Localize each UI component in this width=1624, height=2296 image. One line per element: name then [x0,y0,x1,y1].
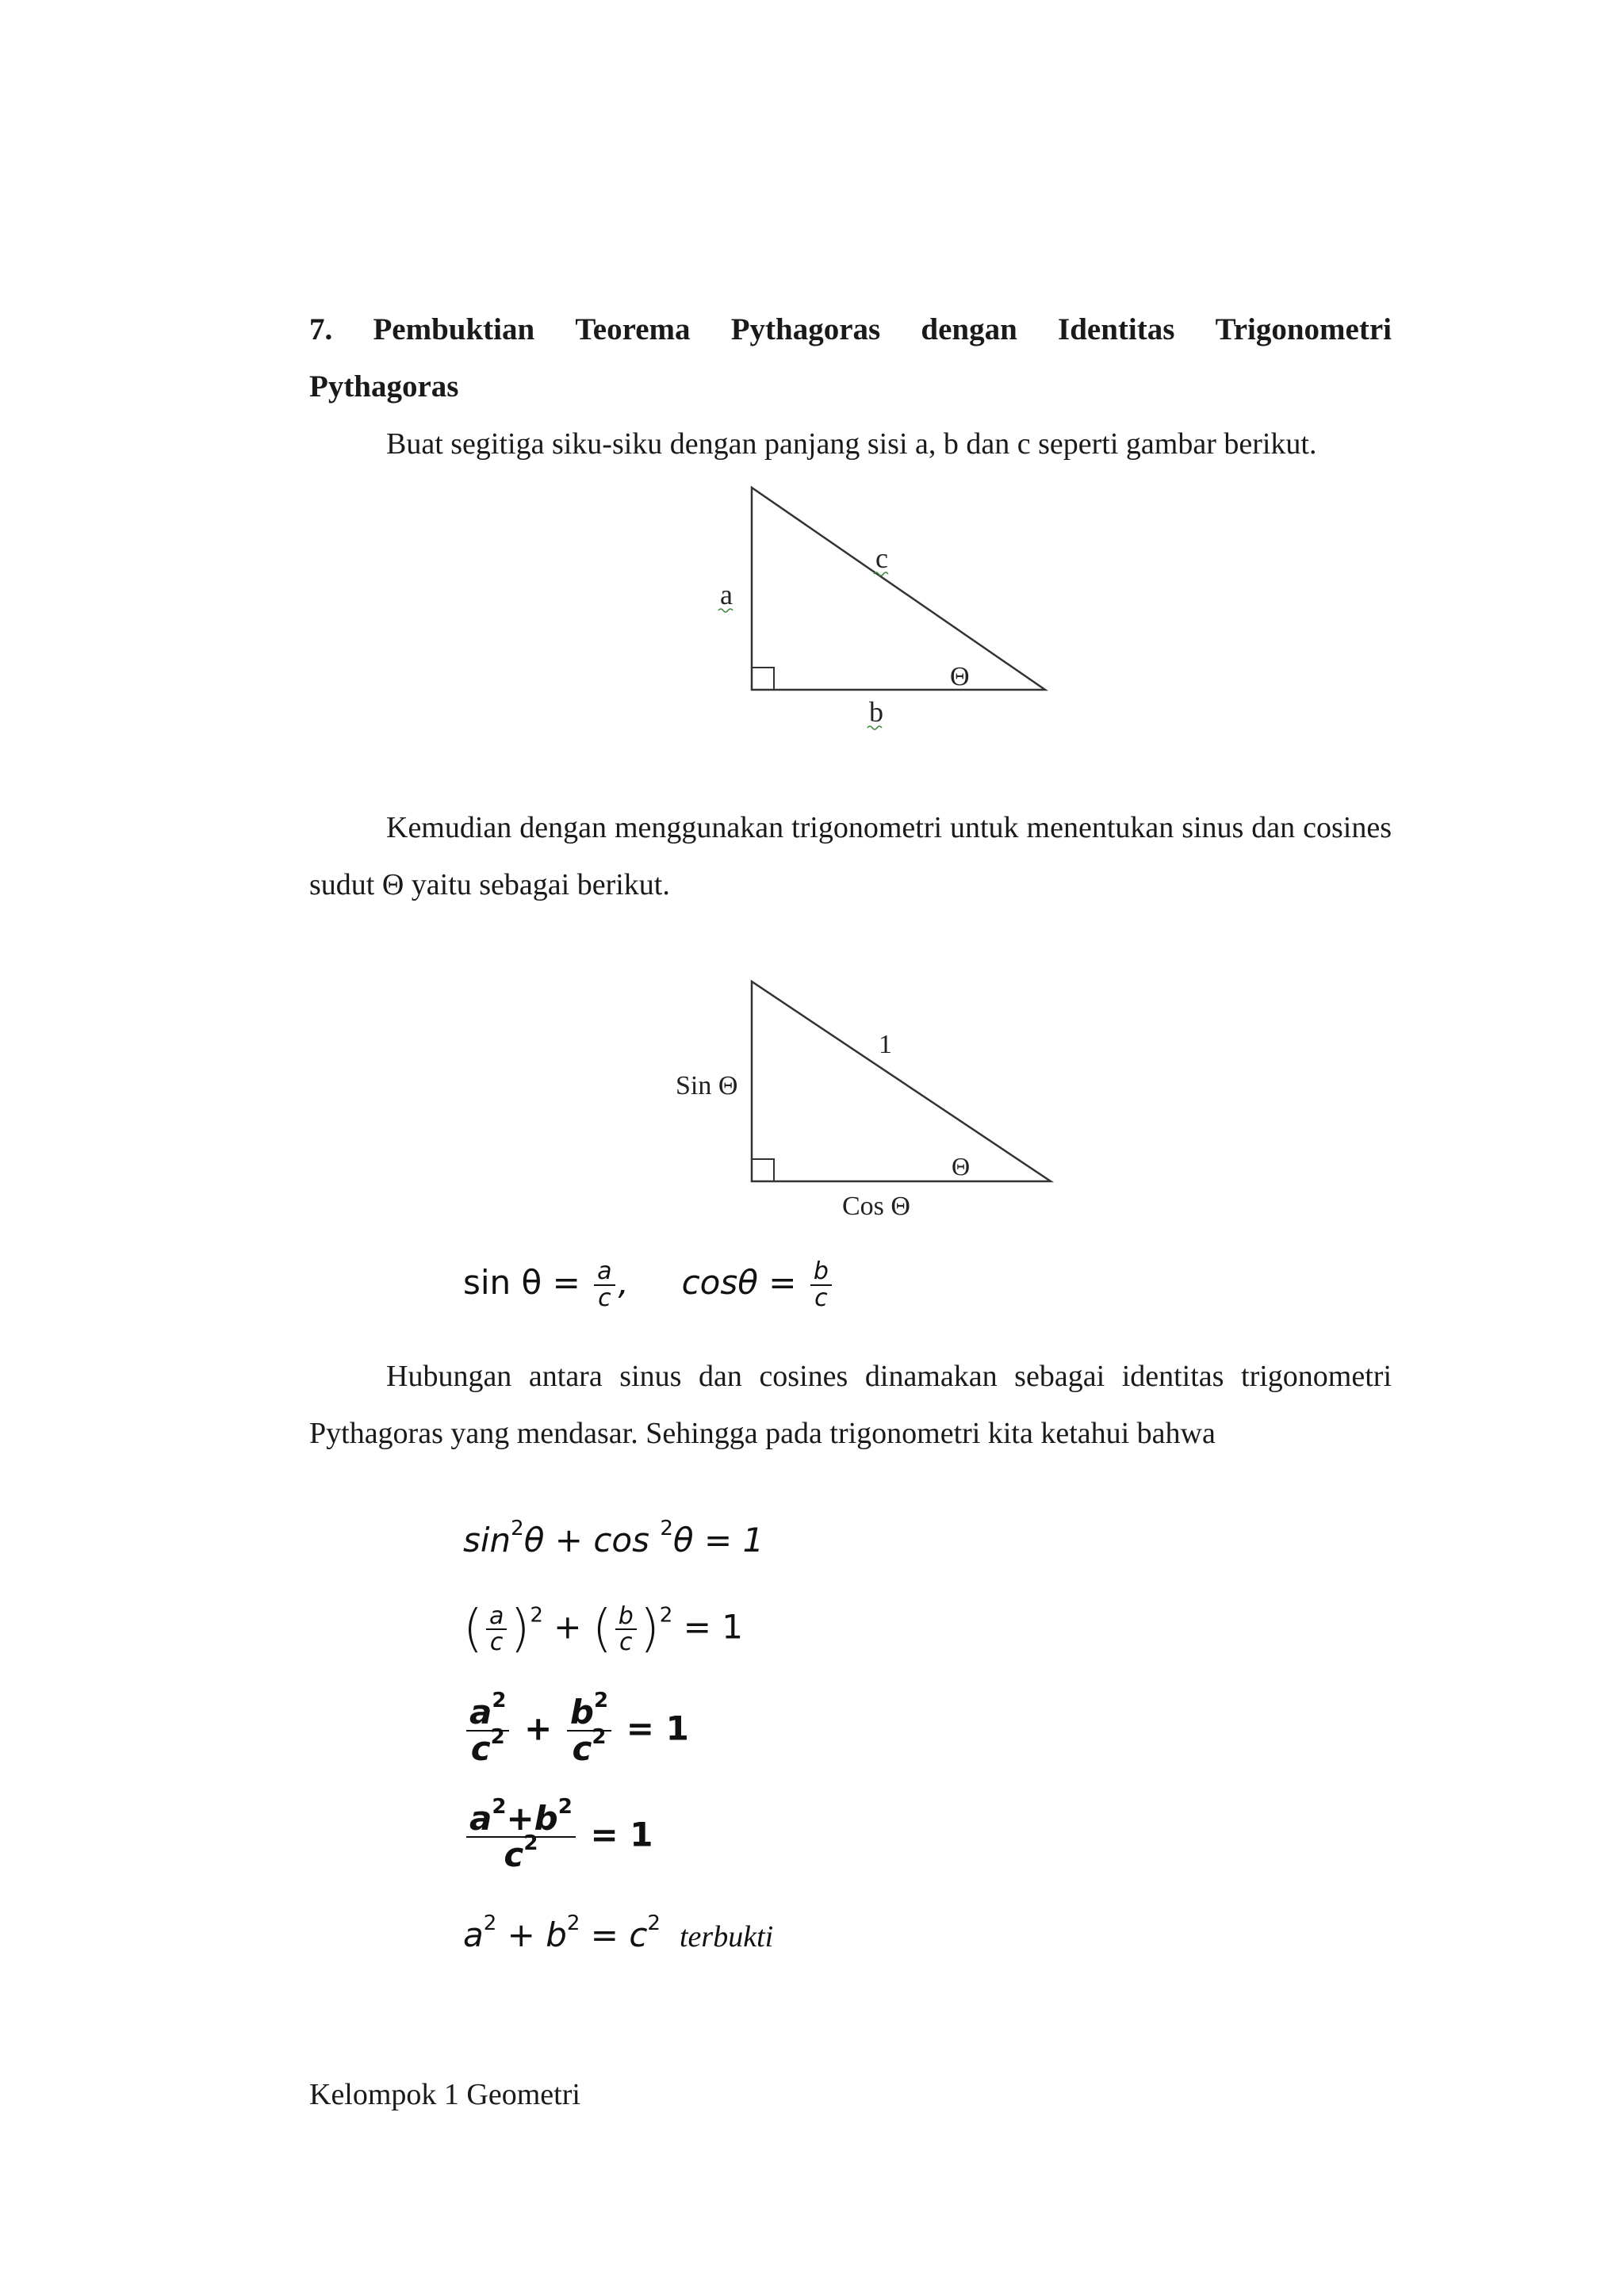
page-footer: Kelompok 1 Geometri [309,2078,580,2111]
proof-conclusion: terbukti [679,1920,774,1954]
section-heading [309,301,1392,358]
paragraph-sinus-cosinus: Kemudian dengan menggunakan trigonometri untuk menentukan sinus dan cosines sudut Θ yaitu sebagai berikut. [309,811,1392,901]
heading-word: Pythagoras [730,312,881,346]
angle-label-theta: Θ [952,1152,971,1181]
side-label-sin: Sin Θ [676,1071,738,1100]
side-label-one: 1 [879,1030,892,1059]
fraction-b-over-c: $\frac{b}{c}$ [810,1259,832,1311]
right-angle-marker [752,668,774,690]
angle-label-theta: Θ [950,662,970,691]
heading-word: Trigonometri [1215,312,1392,346]
heading-word: Identitas [1058,312,1175,346]
section-number: 7. [309,312,333,346]
unit-triangle-figure [666,967,1078,1221]
triangle-outline [752,982,1051,1181]
paragraph-identitas: Hubungan antara sinus dan cosines dinamakan sebagai identitas trigonometri Pythagoras yang mendasar. Sehingga pada trigonometri kita ketahui bahwa [309,1360,1392,1450]
fraction-a-over-c: $\frac{a}{c}$ [594,1259,615,1311]
heading-word: Pembuktian [373,312,535,346]
formula-sin-cos: sin θ = $\frac{a}{c}$ , cosθ = $\frac{b}{c}$ [463,1259,835,1311]
triangle-outline [752,488,1045,690]
proof-step-2: ( $\frac{a}{c}$ )$^2$ + ( $\frac{b}{c}$ )$^2$ = 1 [463,1600,743,1659]
triangle-figure-abc [698,476,1063,745]
side-label-c: c [875,542,888,574]
fraction-a-over-c: $\frac{a}{c}$ [486,1604,507,1655]
fraction-sum-over-c2: $\frac{a^2+b^2}{c^2}$ [466,1801,576,1873]
right-angle-marker [752,1159,774,1181]
heading-word: dengan [921,312,1017,346]
fraction-a2-over-c2: $\frac{a^2}{c^2}$ [466,1695,509,1766]
proof-step-1: $\sin^2\theta + \cos ^2\theta = 1$ [463,1517,764,1559]
fraction-b-over-c: $\frac{b}{c}$ [615,1604,637,1655]
intro-paragraph: Buat segitiga siku-siku dengan panjang sisi a, b dan c seperti gambar berikut. [386,427,1317,461]
section-heading-continued: Pythagoras [309,369,459,404]
proof-step-5: $a^2 + b^2 = c^2$ terbukti [463,1911,774,1954]
side-label-cos: Cos Θ [842,1192,910,1221]
proof-step-3: $\frac{a^2}{c^2}$ + $\frac{b^2}{c^2}$ = 1 [463,1695,689,1766]
fraction-b2-over-c2: $\frac{b^2}{c^2}$ [567,1695,611,1766]
side-label-b: b [869,696,883,728]
proof-step-4: $\frac{a^2+b^2}{c^2}$ = 1 [463,1801,653,1873]
heading-word: Teorema [575,312,691,346]
side-label-a: a [720,579,733,610]
